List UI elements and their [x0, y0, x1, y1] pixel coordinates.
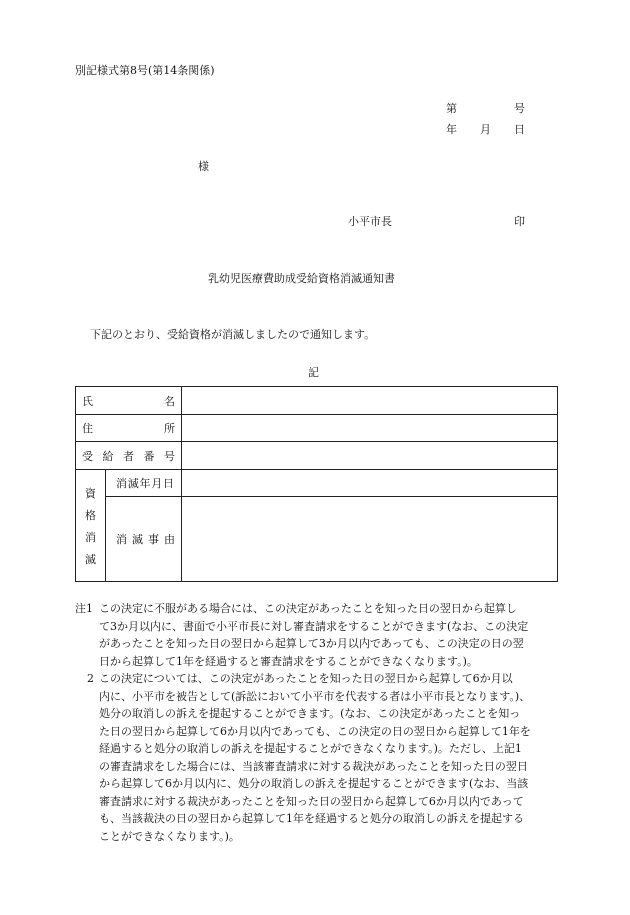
- recipient-suffix: 様: [198, 160, 209, 173]
- recipient-number-label-char: 号: [164, 449, 175, 463]
- recipient-number-label-char: 者: [123, 449, 134, 463]
- issuer-seal: 印: [514, 215, 525, 228]
- document-title: 乳幼児医療費助成受給資格消滅通知書: [208, 272, 395, 285]
- recipient-number-value-cell[interactable]: [182, 442, 558, 470]
- address-label: [76, 415, 182, 442]
- date-year: 年: [446, 123, 457, 136]
- notes: [75, 600, 563, 845]
- issuer-title: 小平市長: [348, 215, 392, 228]
- expiry-reason-value-cell[interactable]: [182, 497, 558, 582]
- info-table: [75, 386, 558, 582]
- note-line: 審査請求に対する裁決があったことを知った日の翌日から起算して6か月以内であって: [99, 794, 524, 808]
- group-label-char: 格: [85, 508, 96, 522]
- expiry-date-label-char: 日: [163, 477, 174, 490]
- note-2: [75, 670, 563, 845]
- row-expiry-reason: [76, 497, 558, 582]
- expiry-date-label-char: 滅: [127, 477, 139, 490]
- group-label-char: 滅: [85, 552, 96, 566]
- note-1: [75, 600, 563, 670]
- name-label: [76, 387, 182, 415]
- expiry-date-label-char: 消: [116, 477, 127, 490]
- note-number: 2: [87, 672, 94, 685]
- row-name: [76, 387, 558, 415]
- note-line: ことができなくなります。)。: [99, 829, 240, 843]
- group-label-char: 消: [85, 530, 96, 544]
- expiry-reason-label-char: 消: [116, 533, 127, 546]
- doc-number-dai: 第: [446, 102, 457, 115]
- note-line: 内に、小平市を被告として(訴訟において小平市を代表する者は小平市長となります。)、: [99, 689, 531, 703]
- note-line: があったことを知った日の翌日から起算して3か月以内であっても、この決定の日の翌: [99, 637, 524, 650]
- date-month: 月: [480, 123, 491, 136]
- note-line: この決定に不服がある場合には、この決定があったことを知った日の翌日から起算し: [99, 602, 517, 615]
- expiry-date-label: [106, 470, 182, 497]
- note-line: この決定については、この決定があったことを知った日の翌日から起算して6か月以: [99, 672, 513, 685]
- recipient-number-label: [76, 442, 182, 470]
- note-line: た日の翌日から起算して6か月以内であっても、この決定の日の翌日から起算して1年を: [99, 724, 531, 738]
- doc-number-go: 号: [514, 102, 525, 115]
- note-number: 注1: [75, 602, 93, 615]
- recipient-number-label-char: 給: [102, 449, 114, 463]
- note-line: の審査請求をした場合には、当該審査請求に対する裁決があったことを知った日の翌日: [99, 759, 528, 773]
- ki-heading: 記: [308, 366, 319, 379]
- note-line: 経過すると処分の取消しの訴えを提起することができなくなります。)。ただし、上記1: [99, 742, 522, 755]
- expiry-date-label-char: 月: [151, 477, 163, 490]
- group-label: [76, 470, 106, 582]
- recipient-number-label-char: 番: [143, 449, 155, 463]
- name-label-char: 名: [164, 394, 175, 408]
- note-line: 処分の取消しの訴えを提起することができます。(なお、この決定があったことを知っ: [99, 707, 521, 720]
- note-line: も、当該裁決の日の翌日から起算して1年を経過すると処分の取消しの訴えを提起する: [99, 812, 524, 825]
- form-number: 別記様式第8号(第14条関係): [75, 64, 215, 77]
- body-text: 下記のとおり、受給資格が消滅しましたので通知します。: [90, 328, 376, 341]
- address-label-char: 所: [164, 422, 175, 435]
- row-address: [76, 415, 558, 442]
- expiry-date-label-char: 年: [139, 477, 151, 490]
- recipient-number-label-char: 受: [82, 449, 93, 463]
- date-day: 日: [514, 123, 525, 136]
- name-value-cell[interactable]: [182, 387, 558, 415]
- address-label-char: 住: [82, 422, 93, 435]
- expiry-reason-label-char: 事: [148, 533, 159, 546]
- note-line: て3か月以内に、書面で小平市長に対し審査請求をすることができます(なお、この決定: [99, 619, 529, 633]
- address-value-cell[interactable]: [182, 415, 558, 442]
- note-line: から起算して6か月以内に、処分の取消しの訴えを提起することができます(なお、当該: [99, 777, 529, 790]
- expiry-reason-label-char: 滅: [132, 533, 143, 546]
- name-label-char: 氏: [82, 394, 93, 408]
- expiry-date-value-cell[interactable]: [182, 470, 558, 497]
- note-line: 日から起算して1年を経過すると審査請求をすることができなくなります。)。: [99, 654, 478, 668]
- expiry-reason-label: [106, 497, 182, 582]
- expiry-reason-label-char: 由: [164, 533, 175, 546]
- row-recipient-number: [76, 442, 558, 470]
- group-label-char: 資: [85, 486, 96, 500]
- row-expiry-date: [76, 470, 558, 497]
